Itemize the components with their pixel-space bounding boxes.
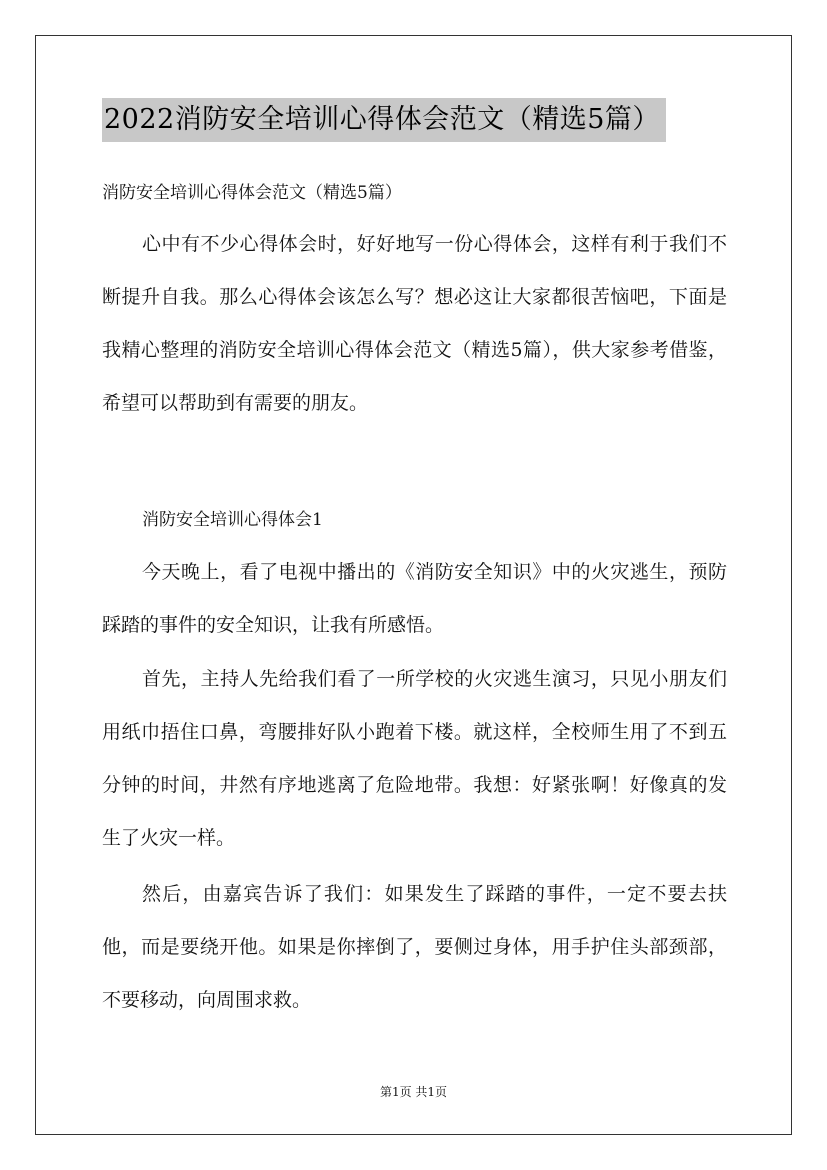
- intro-paragraph: 心中有不少心得体会时，好好地写一份心得体会，这样有利于我们不断提升自我。那么心得体会该怎么写？想必这让大家都很苦恼吧，下面是我精心整理的消防安全培训心得体会范文（精选5篇），供大家参考借鉴，希望可以帮助到有需要的朋友。: [102, 233, 727, 414]
- document-subtitle: 消防安全培训心得体会范文（精选5篇）: [102, 183, 402, 203]
- body-paragraph-2: 首先，主持人先给我们看了一所学校的火灾逃生演习，只见小朋友们用纸巾捂住口鼻，弯腰排好队小跑着下楼。就这样，全校师生用了不到五分钟的时间，井然有序地逃离了危险地带。我想：好紧张啊！好像真的发生了火灾一样。: [102, 668, 727, 849]
- section-heading: 消防安全培训心得体会1: [142, 510, 323, 530]
- page-footer: 第1页 共1页: [379, 1085, 448, 1099]
- title-block: [102, 98, 666, 142]
- document-title: 2022消防安全培训心得体会范文（精选5篇）: [102, 98, 666, 142]
- body-paragraph-3: 然后，由嘉宾告诉了我们：如果发生了踩踏的事件，一定不要去扶他，而是要绕开他。如果是你摔倒了，要侧过身体，用手护住头部颈部，不要移动，向周围求救。: [102, 883, 727, 1011]
- body-paragraph-1: 今天晚上，看了电视中播出的《消防安全知识》中的火灾逃生，预防踩踏的事件的安全知识，让我有所感悟。: [102, 561, 727, 636]
